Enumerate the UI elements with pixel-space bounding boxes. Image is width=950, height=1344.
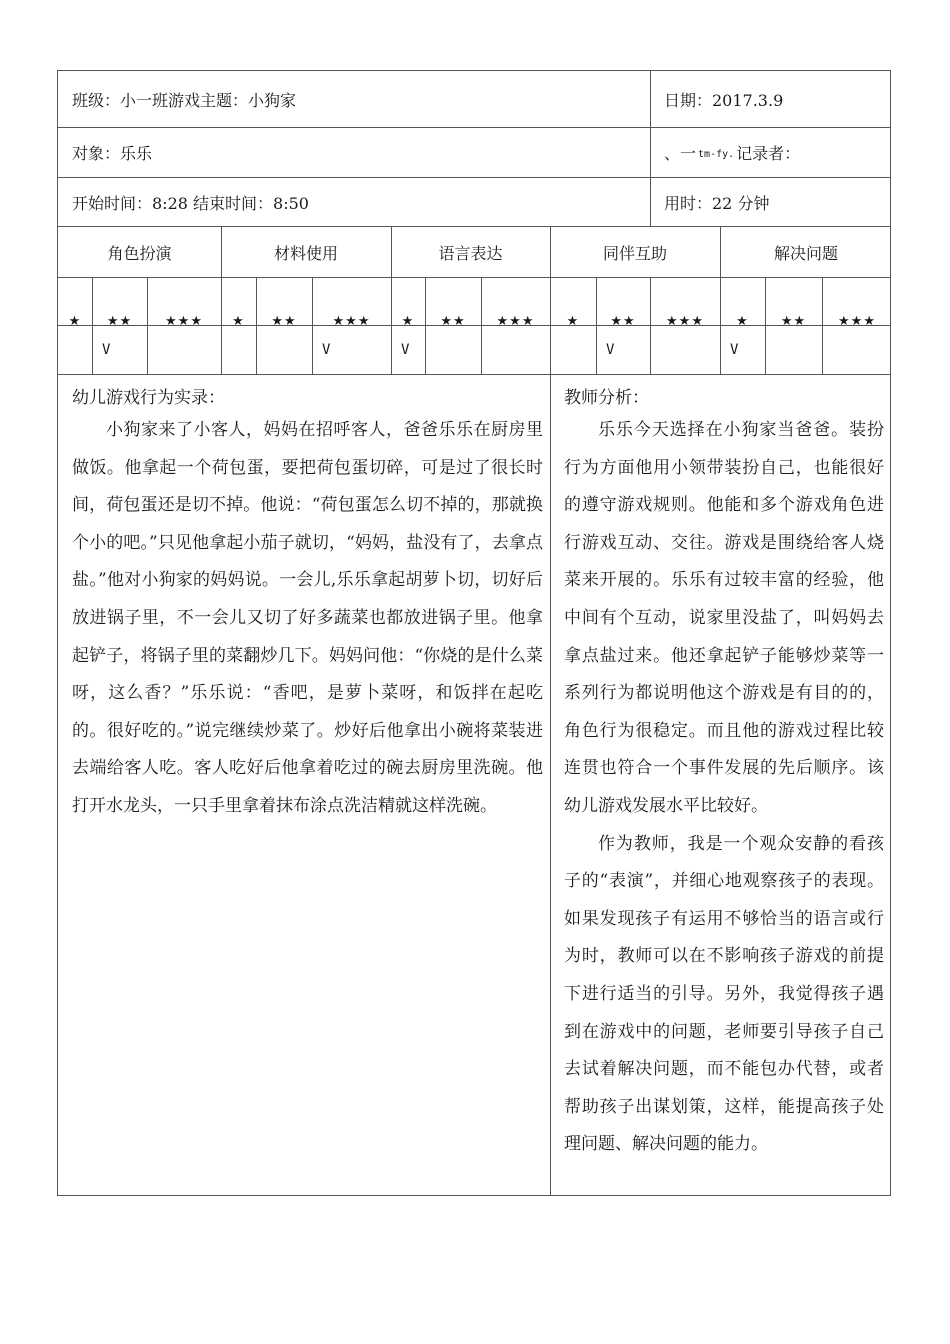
grid-divider <box>550 278 551 325</box>
category-header: 解决问题 <box>773 243 838 263</box>
recorder-label: 记录者： <box>736 144 801 163</box>
record-paragraph: 小狗家来了小客人，妈妈在招呼客人，爸爸乐乐在厨房里做饭。他拿起一个荷包蛋，要把荷包蛋切碎，可是过了很长时间，荷包蛋还是切不掉。他说：“荷包蛋怎么切不掉的，那就换个小的吧。”只见他拿起小茄子就切，“妈妈，盐没有了，去拿点盐。”他对小狗家的妈妈说。一会儿,乐乐拿起胡萝卜切，切好后放进锅子里，不一会儿又切了好多蔬菜也都放进锅子里。他拿起铲子，将锅子里的菜翻炒几下。妈妈问他：“你烧的是什么菜呀，这么香？”乐乐说：“香吧，是萝卜菜呀，和饭拌在起吃的。很好吃的。”说完继续炒菜了。炒好后他拿出小碗将菜装进去端给客人吃。客人吃好后他拿着吃过的碗去厨房里洗碗。他打开水龙头，一只手里拿着抹布涂点洗洁精就这样洗碗。 <box>72 420 543 816</box>
star-level-label: ★ <box>566 314 580 329</box>
analysis-paragraph-2: 作为教师，我是一个观众安静的看孩子的“表演”，并细心地观察孩子的表现。如果发现孩子有运用不够恰当的语言或行为时，教师可以在不影响孩子游戏的前提下进行适当的引导。另外，我觉得孩子遇到在游戏中的问题，老师要引导孩子自己去试着解决问题，而不能包办代替，或者帮助孩子出谋划策，这样，能提高孩子处理问题、解决问题的能力。 <box>564 833 884 1155</box>
grid-divider <box>147 278 148 325</box>
category-header: 同伴互助 <box>602 243 667 263</box>
date-text: 日期：2017.3.9 <box>664 90 784 110</box>
grid-divider <box>550 326 551 374</box>
header-row-class <box>58 71 890 128</box>
analysis-column <box>550 375 890 1195</box>
rating-empty-cell <box>650 326 720 374</box>
rating-empty-cell <box>147 326 221 374</box>
grid-divider <box>425 326 426 374</box>
grid-divider <box>650 326 651 374</box>
grid-divider <box>312 278 313 325</box>
star-level-label: ★ <box>232 314 245 329</box>
rating-empty-cell <box>481 326 550 374</box>
time-range-text: 开始时间：8:28 结束时间：8:50 <box>72 193 309 213</box>
grid-divider <box>256 278 257 325</box>
rating-check-mark: V <box>730 342 739 358</box>
grid-divider <box>425 278 426 325</box>
rating-check-mark: V <box>102 342 111 358</box>
grid-divider <box>720 227 721 277</box>
grid-divider <box>481 326 482 374</box>
grid-divider <box>92 278 93 325</box>
star-level-label: ★★★ <box>332 314 371 329</box>
analysis-paragraph-1: 乐乐今天选择在小狗家当爸爸。装扮行为方面他用小领带装扮自己，也能很好的遵守游戏规则。他能和多个游戏角色进行游戏互动、交往。游戏是围绕给客人烧菜来开展的。乐乐有过较丰富的经验，他中间有个互动，说家里没盐了，叫妈妈去拿点盐过来。他还拿起铲子能够炒菜等一系列行为都说明他这个游戏是有目的的，角色行为很稳定。而且他的游戏过程比较连贯也符合一个事件发展的先后顺序。该幼儿游戏发展水平比较好。 <box>564 420 884 816</box>
star-level-label: ★★ <box>610 314 636 329</box>
category-header-row <box>58 227 890 278</box>
rating-check-mark: V <box>401 342 410 358</box>
rating-check-mark: V <box>322 342 331 358</box>
recorder-prefix: 、一 <box>664 144 697 163</box>
star-level-label: ★★ <box>440 314 466 329</box>
record-heading: 幼儿游戏行为实录： <box>72 388 225 408</box>
grid-divider <box>596 326 597 374</box>
rating-empty-cell <box>256 326 312 374</box>
record-column <box>58 375 550 1195</box>
analysis-heading: 教师分析： <box>564 388 649 408</box>
grid-divider <box>650 278 651 325</box>
star-level-row <box>58 278 890 329</box>
rating-check-row <box>58 326 890 375</box>
star-level-label: ★★ <box>106 314 133 329</box>
category-header: 角色扮演 <box>107 243 172 263</box>
grid-divider <box>481 278 482 325</box>
grid-divider <box>822 326 823 374</box>
star-level-label: ★★★ <box>496 314 535 329</box>
grid-divider <box>720 326 721 374</box>
grid-divider <box>822 278 823 325</box>
grid-divider <box>256 326 257 374</box>
category-header: 语言表达 <box>438 243 503 263</box>
grid-divider <box>221 278 222 325</box>
grid-divider <box>550 227 551 277</box>
rating-empty-cell <box>765 326 822 374</box>
class-theme-text: 班级：小一班游戏主题：小狗家 <box>72 90 297 110</box>
body-row <box>58 375 890 1195</box>
observation-record-table <box>57 70 891 1196</box>
star-level-label: ★ <box>736 314 749 329</box>
rating-check-mark: V <box>606 342 615 358</box>
grid-divider <box>221 227 222 277</box>
rating-empty-cell <box>425 326 481 374</box>
grid-divider <box>92 326 93 374</box>
star-level-label: ★ <box>401 314 415 329</box>
rating-empty-cell <box>822 326 892 374</box>
star-level-label: ★★★ <box>838 314 876 329</box>
grid-divider <box>391 326 392 374</box>
rating-empty-cell <box>550 326 596 374</box>
grid-divider <box>720 278 721 325</box>
grid-divider <box>596 278 597 325</box>
star-level-label: ★★ <box>271 314 297 329</box>
star-level-label: ★ <box>68 314 82 329</box>
grid-divider <box>391 227 392 277</box>
star-level-label: ★★ <box>780 314 807 329</box>
grid-divider <box>391 278 392 325</box>
category-header: 材料使用 <box>273 243 338 263</box>
recorder-small-text: tm-fy. <box>698 149 735 160</box>
rating-empty-cell <box>58 326 92 374</box>
grid-divider <box>765 278 766 325</box>
star-level-label: ★★★ <box>666 314 704 329</box>
grid-divider <box>312 326 313 374</box>
grid-divider <box>221 326 222 374</box>
header-row-subject <box>58 128 890 178</box>
rating-empty-cell <box>221 326 256 374</box>
header-row-time <box>58 178 890 227</box>
subject-text: 对象：乐乐 <box>72 144 153 163</box>
duration-text: 用时：22 分钟 <box>664 193 770 213</box>
grid-divider <box>765 326 766 374</box>
recorder-cell <box>650 128 890 177</box>
star-level-label: ★★★ <box>165 314 203 329</box>
grid-divider <box>147 326 148 374</box>
